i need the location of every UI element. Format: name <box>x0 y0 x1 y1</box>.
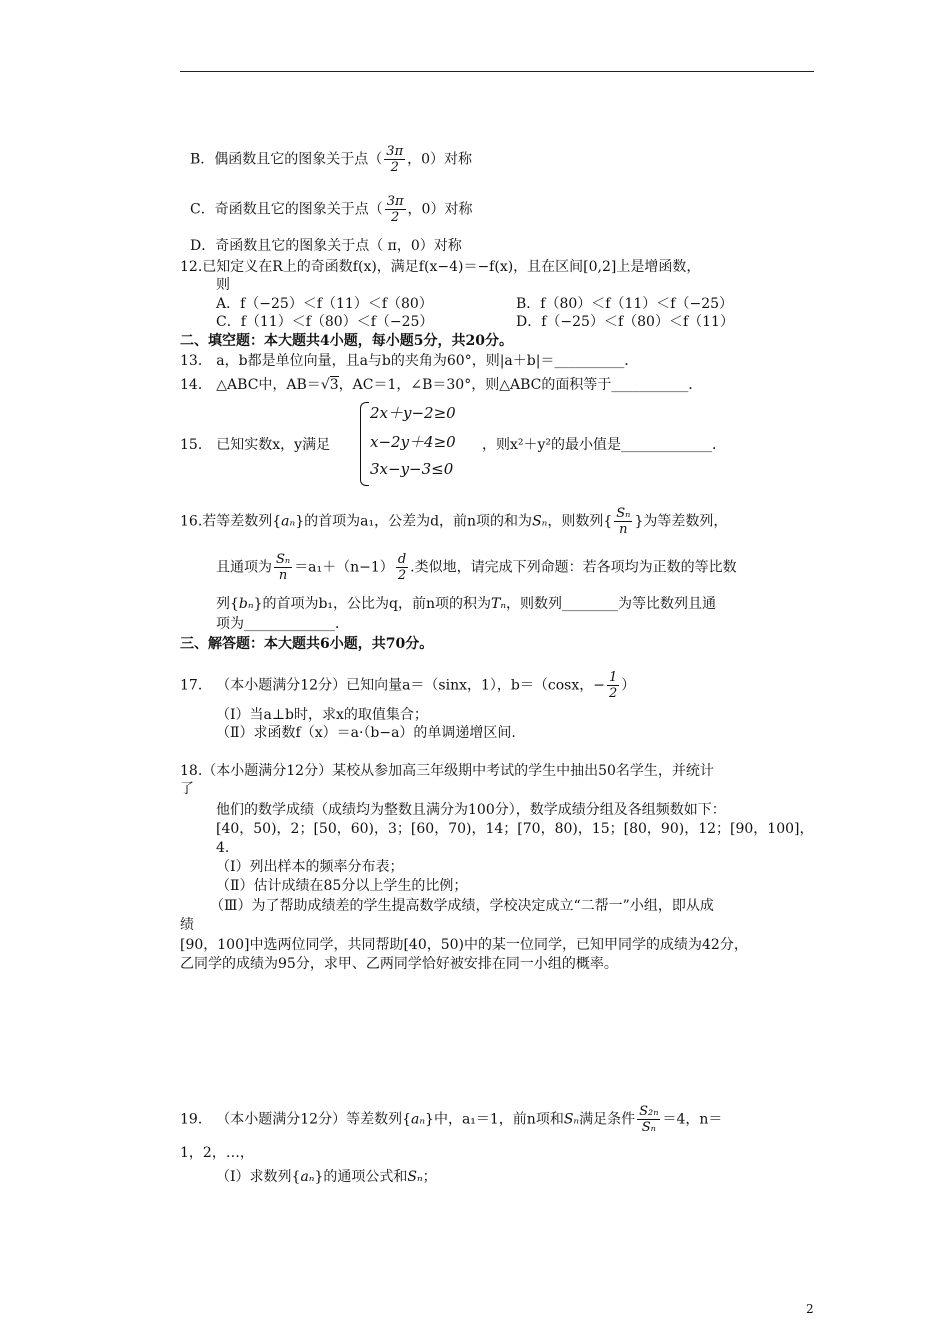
q12-option-a: A．f（−25）＜f（11）＜f（80） <box>216 296 433 312</box>
fraction-s2n-over-sn: $\frac{\text{S₂ₙ}}{\text{Sₙ}}$ <box>639 1104 659 1135</box>
fraction-sn-over-n: $\frac{\text{Sₙ}}{n}$ <box>276 552 291 583</box>
fraction-1-over-2: $\frac{1}{2}$ <box>608 670 618 701</box>
q18-line3: 他们的数学成绩（成绩均为整数且满分为100分），数学成绩分组及各组频数如下： <box>216 802 726 818</box>
q17-stem: 17． （本小题满分12分）已知向量a＝（sinx，1），b＝（cosx，− $\frac{1}{2}$ ） <box>180 670 636 701</box>
q11-option-b: B．偶函数且它的图象关于点（ $\frac{3\pi}{2}$ ，0）对称 <box>190 144 473 175</box>
q11-c-text: C．奇函数且它的图象关于点（ <box>190 201 383 218</box>
inequality-1: 2x＋y−2≥0 <box>370 404 456 422</box>
q18-line9: 绩 <box>180 917 194 933</box>
fraction-3pi-over-2: $\frac{3\pi}{2}$ <box>386 194 404 225</box>
q18-line11: 乙同学的成绩为95分，求甲、乙两同学恰好被安排在同一小组的概率。 <box>180 956 618 972</box>
q16-line2: 且通项为 $\frac{\text{Sₙ}}{n}$ ＝a₁＋（n−1） $\frac{d}{2}$ .类似地，请完成下列命题：若各项均为正数的等比数 <box>216 552 737 583</box>
section-solutions-heading: 三、解答题：本大题共6小题，共70分。 <box>180 636 434 652</box>
q18-line1: 18.（本小题满分12分）某校从参加高三年级期中考试的学生中抽出50名学生，并统计 <box>180 763 714 779</box>
sqrt-symbol: √ <box>320 377 330 393</box>
header-rule <box>180 71 814 72</box>
q11-option-c: C．奇函数且它的图象关于点（ $\frac{3\pi}{2}$ ，0）对称 <box>190 194 473 225</box>
q16-line4: 项为_____________． <box>216 616 349 632</box>
q18-part-iii: （Ⅲ）为了帮助成绩差的学生提高数学成绩，学校决定成立“二帮一”小组，即从成 <box>210 898 714 914</box>
q18-part-ii: （Ⅱ）估计成绩在85分以上学生的比例； <box>216 878 468 894</box>
q18-line4: [40，50)，2；[50，60)，3；[60，70)，14；[70，80)，15；[80，90)，12；[90，100]， <box>216 821 814 837</box>
q19-line2: 1，2，…， <box>180 1145 254 1161</box>
q12-option-d: D．f（−25）＜f（80）＜f（11） <box>516 314 734 330</box>
fraction-d-over-2: $\frac{d}{2}$ <box>397 552 407 583</box>
inequality-2: x−2y＋4≥0 <box>370 433 456 451</box>
q18-line10: [90，100]中选两位同学，共同帮助[40，50)中的某一位同学，已知甲同学的成绩为42分， <box>180 937 748 953</box>
fraction-3pi-over-2: $\frac{3\pi}{2}$ <box>386 144 404 175</box>
q15-stem: 15． 已知实数x，y满足 <box>180 437 331 453</box>
section-fill-in-heading: 二、填空题：本大题共4小题，每小题5分，共20分。 <box>180 333 513 349</box>
page-number: 2 <box>806 1302 814 1316</box>
q18-line5: 4. <box>216 840 230 856</box>
q14: 14． △ABC中，AB＝√3，AC＝1，∠B＝30°，则△ABC的面积等于___________． <box>180 377 703 393</box>
q12-stem-cont: 则 <box>216 277 230 293</box>
q15-question: ，则x²＋y²的最小值是_____________． <box>482 437 727 453</box>
q18-part-i: （Ⅰ）列出样本的频率分布表； <box>216 859 404 875</box>
q18-line2: 了 <box>180 781 194 797</box>
q12-option-b: B．f（80）＜f（11）＜f（−25） <box>516 296 734 312</box>
inequality-3: 3x−y−3≤0 <box>370 460 454 478</box>
q12-stem: 12.已知定义在R上的奇函数f(x)，满足f(x−4)＝−f(x)，且在区间[0,2]上是增函数， <box>180 259 701 275</box>
q19-line1: 19． （本小题满分12分）等差数列{aₙ}中，a₁＝1，前n项和Sₙ满足条件 $\frac{\text{S₂ₙ}}{\text{Sₙ}}$ ＝4，n＝ <box>180 1104 723 1135</box>
q12-option-c: C．f（11）＜f（80）＜f（−25） <box>216 314 434 330</box>
q13: 13． a，b都是单位向量，且a与b的夹角为60°，则|a＋b|＝__________． <box>180 353 639 369</box>
q11-option-d: D．奇函数且它的图象关于点（ π，0）对称 <box>190 238 462 254</box>
q16-line1: 16.若等差数列{aₙ}的首项为a₁，公差为d，前n项的和为Sₙ，则数列{ $\frac{\text{Sₙ}}{n}$ }为等差数列， <box>180 506 728 537</box>
fraction-sn-over-n: $\frac{\text{Sₙ}}{n}$ <box>616 506 631 537</box>
q16-line3: 列{bₙ}的首项为b₁，公比为q，前n项的积为Tₙ，则数列________为等比数列且通 <box>216 596 717 612</box>
q11-b-text: B．偶函数且它的图象关于点（ <box>190 151 383 168</box>
q17-part-ii: （Ⅱ）求函数f（x）＝a·（b−a）的单调递增区间. <box>216 725 516 741</box>
q17-part-i: （Ⅰ）当a⊥b时，求x的取值集合； <box>216 707 428 723</box>
q19-part-i: （Ⅰ）求数列{aₙ}的通项公式和Sₙ； <box>216 1169 437 1185</box>
left-brace <box>360 402 369 486</box>
